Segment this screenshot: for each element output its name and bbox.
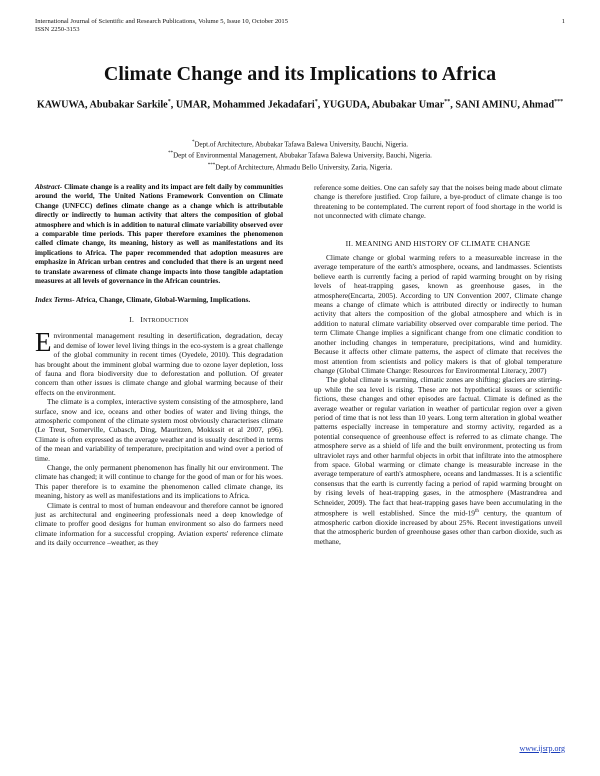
index-terms-text: - Africa, Change, Climate, Global-Warming, Implications. xyxy=(72,296,251,305)
author-4: , SANI AMINU, Ahmad xyxy=(450,99,555,111)
author-3-mark: ** xyxy=(444,99,451,105)
author-2-mark: * xyxy=(314,99,318,105)
journal-url-link[interactable]: www.ijsrp.org xyxy=(519,744,565,753)
right-column xyxy=(314,183,562,546)
affiliation-text: Dept.of Architecture, Abubakar Tafawa Balewa University, Bauchi, Nigeria. xyxy=(194,140,409,149)
affiliation-text: Dept of Environmental Management, Abubakar Tafawa Balewa University, Bauchi, Nigeria. xyxy=(173,151,432,160)
section-heading-meaning-history: II. MEANING AND HISTORY OF CLIMATE CHANGE xyxy=(345,238,531,248)
meaning-paragraph-1: Climate change or global warming refers to a measureable increase in the average temperature of the earth's atmosphere, oceans, and landmasses. Scientists believe earth is currently facing a period of rapid warming brought on by rising levels of heat-trapping gases, known as greenhouse gases, in the atmosphere(Encarta, 2005). According to UN Convention 2007, Climate change means a change of climate which is attributed directly or indirectly to human activity that alters the composition of the global atmosphere and which is in addition to natural climate variability observed over comparable time period. The term Climate Change implies a significant change from one climatic condition to another including changes in temperature, precipitations, wind and humidity. Because it affects other climate patterns, the aspect of climate that receives the most attention from scientists and policy makers is that of global temperature change (Global Climate Change: Resources for Environmental Literacy, 2007) xyxy=(314,253,562,375)
superscript-th: th xyxy=(475,509,479,514)
affiliation-mark: * xyxy=(191,140,195,145)
intro-paragraph-1-text: nvironmental management resulting in desertification, degradation, decay and demise of lower level living things in the eco-system is a great challenge of the global community in recent times (Oyedele, 2010). This degradation has brought about the imminent global warming due to ozone layer depletion, loss of fauna and flora biodiversity due to deforestation and pollution. Of greater concern than other issues is climate change and global warming because of their effects on the environment. xyxy=(35,331,283,397)
section-title-rest: NTRODUCTION xyxy=(143,317,189,324)
intro-paragraph-1 xyxy=(35,327,283,397)
section-initial: I xyxy=(140,314,144,324)
section-heading-introduction xyxy=(35,315,283,326)
affiliation-2 xyxy=(35,149,565,160)
abstract-text: Climate change is a reality and its impact are felt daily by communities around the world, The United Nations Framework Convention on Climate Change (UNFCC) defines climate change as a change which is attributable directly or indirectly to human activity that alters the composition of global atmosphere and which is in addition to natural climate variability observed over a comparable time periods. This paper therefore examines the phenomenon called climate change, its meaning, history as well as manifestations and its implications to Africa. The paper recommended that adoption measures are emphasize in African urban centres and concluded that there is an urgent need to translate awareness of climate change impacts into those tangible adaptation measures at all levels of governance in the African countries. xyxy=(35,183,283,286)
drop-cap: E xyxy=(35,327,52,358)
meaning-paragraph-2-text: The global climate is warming, climatic zones are shifting; glaciers are stirring-up while the sea level is rising. These are not hypothetical issues or scientific fictions, these changes and other episodes are factual. Climate is defined as the average weather or regular variation in weather of particular region over a given period of time that is not less than 10 years. Long term alteration in global weather patterns especially increase in temperature and stormy activity, regarded as a potential consequence of greenhouse effect is referred to as climate change. The atmosphere serve as a shield of life and the built environment, protecting us from ultraviolet rays and other harmful objects in orbit that infiltrate into the atmosphere from space. Global warming or climate change is measurable increase in the average temperature of earth's atmosphere, oceans and landmasses. It is a scientific consensus that the earth is currently facing a period of rapid warming brought on by rising levels of heat-trapping gases, in the atmosphere (Mastrandrea and Schneider, 2009). The fact that heat-trapping gases have been accumulating in the atmosphere is well established. Since the mid-19 xyxy=(314,375,562,518)
intro-paragraph-3: Change, the only permanent phenomenon has finally hit our environment. The climate has changed; it will continue to change for the good of man or for his woes. This paper therefore is to examine the phenomenon called climate change, its meaning, history as well as manifestations and its implications to Africa. xyxy=(35,462,283,501)
meaning-paragraph-2-text-cont: century, the quantum of atmospheric carbon dioxide increased by about 25%. Recent investigations unveil that the atmospheric burden of greenhouse gases other than carbon dioxide, such as methane, xyxy=(314,508,562,546)
intro-paragraph-4: Climate is central to most of human endeavour and therefore cannot be ignored just as architectural and engineering professionals need a deep knowledge of climate to proffer good designs for human environment so also do farmers need climate information for a successful cropping. Aviation experts' reference climate and its daily occurrence –weather, as they xyxy=(35,500,283,548)
affiliation-1 xyxy=(35,138,565,149)
affiliation-3 xyxy=(35,161,565,172)
continued-paragraph: reference some deities. One can safely say that the noises being made about climate change is therefore justified. Crop failure, a bye-product of climate change is too threatening to be contemplated. The current report of food shortage in the world is not unconnected with climate change. xyxy=(314,183,562,221)
paper-title: Climate Change and its Implications to Africa xyxy=(103,63,497,85)
abstract xyxy=(35,183,283,286)
author-1: KAWUWA, Abubakar Sarkile xyxy=(36,99,168,111)
section-number: I. xyxy=(129,314,135,324)
author-1-mark: * xyxy=(167,99,171,105)
abstract-label: Abstract- xyxy=(35,183,63,191)
meaning-paragraph-2 xyxy=(314,375,562,546)
author-4-mark: *** xyxy=(554,99,564,105)
affiliation-text: Dept.of Architecture, Ahmadu Bello University, Zaria, Nigeria. xyxy=(215,162,393,171)
index-terms-label: Index Terms xyxy=(35,296,73,305)
page-number: 1 xyxy=(561,18,565,25)
author-3: , YUGUDA, Abubakar Umar xyxy=(317,99,445,111)
affiliations xyxy=(35,138,565,172)
affiliation-mark: *** xyxy=(207,162,216,168)
author-list xyxy=(35,96,565,111)
affiliation-mark: ** xyxy=(168,151,174,157)
index-terms xyxy=(35,296,283,305)
journal-header xyxy=(35,18,565,34)
author-2: , UMAR, Mohammed Jekadafari xyxy=(170,99,315,111)
journal-title: International Journal of Scientific and Research Publications, Volume 5, Issue 10, October 2015 xyxy=(35,18,289,25)
intro-paragraph-2: The climate is a complex, interactive system consisting of the atmosphere, land surface, snow and ice, oceans and other bodies of water and living things, the atmospheric component of the climate system most obviously characterises climate (Le Treut, Somerville, Cubasch, Ding, Mauritzen, Mokkssit et al 2007, p96). Climate is often expressed as the average weather and is usually described in terms of the mean and variability of temperature, precipitation and wind over a period of time. xyxy=(35,397,283,463)
issn: ISSN 2250-3153 xyxy=(35,26,80,33)
left-column xyxy=(35,183,283,548)
